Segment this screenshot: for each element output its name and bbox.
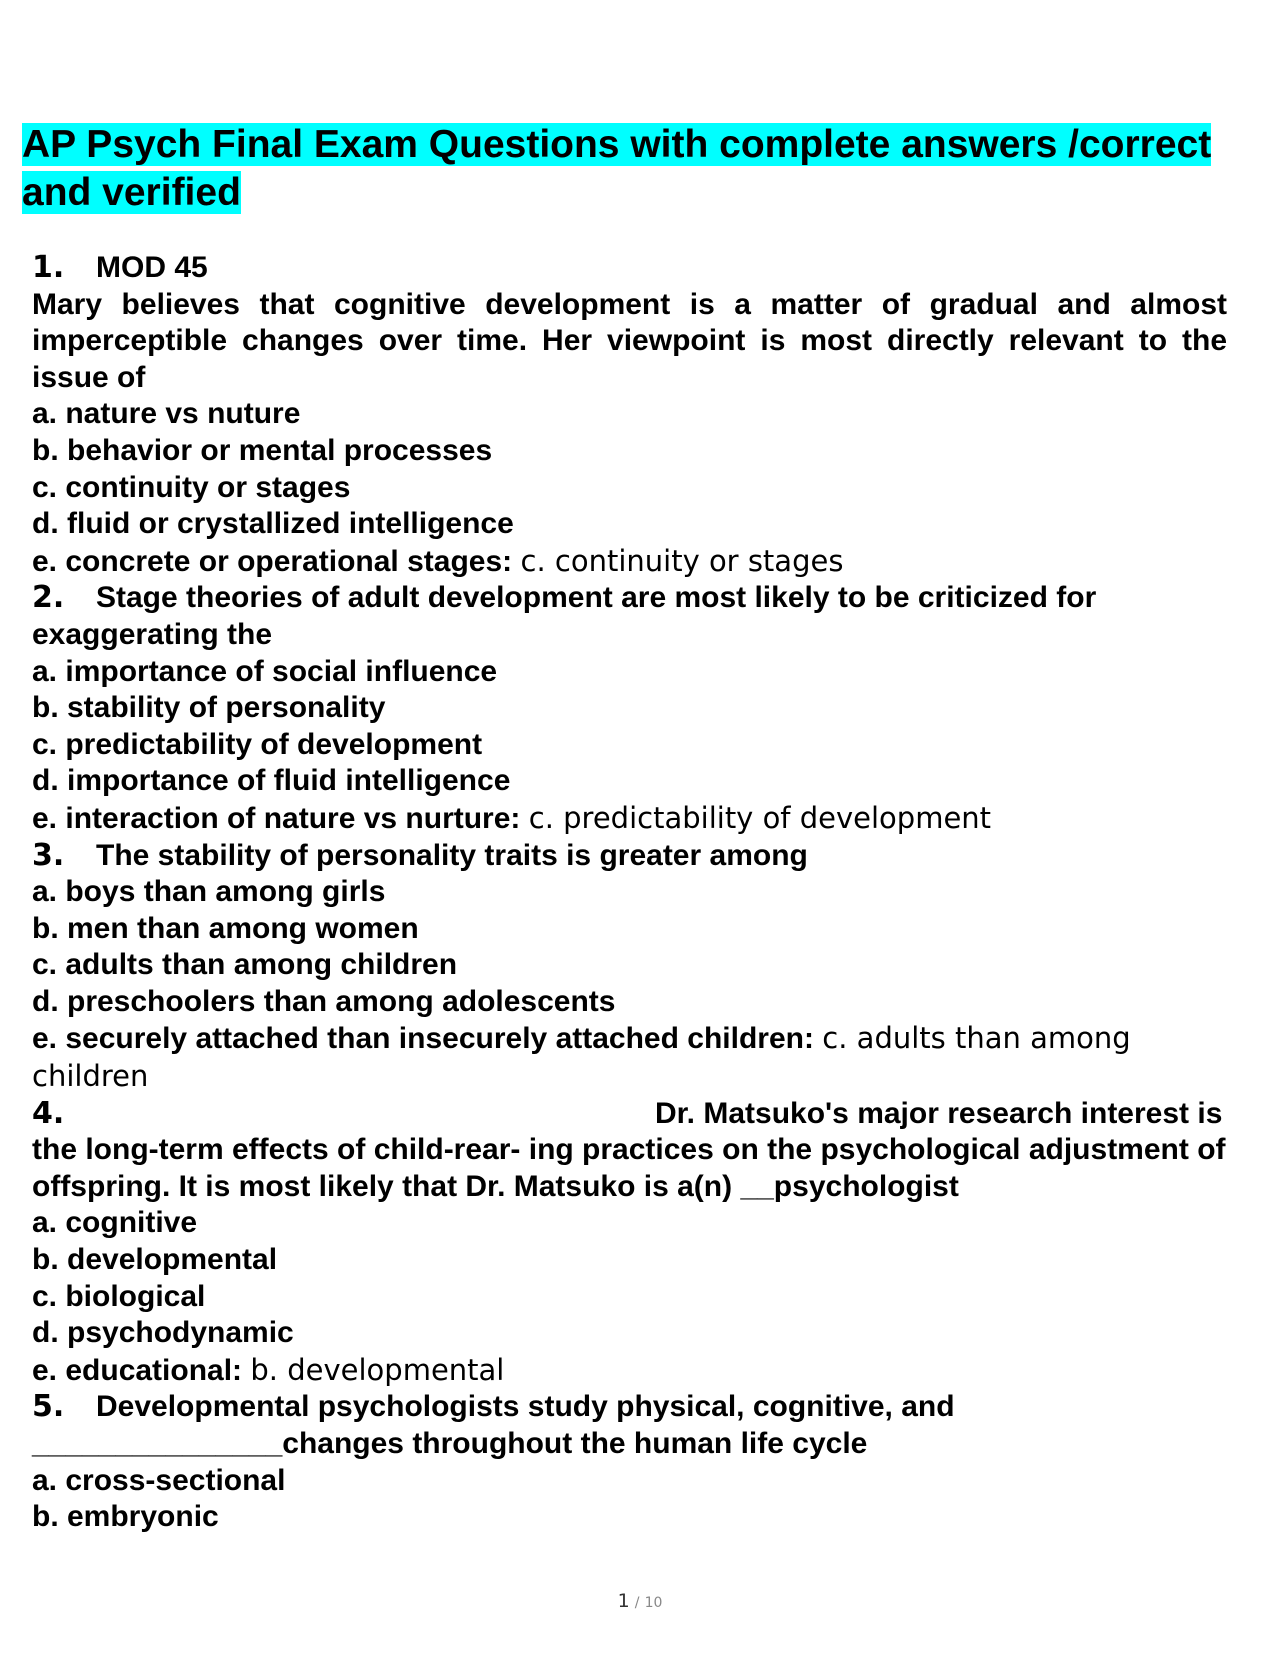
question-prompt: Dr. Matsuko's major research interest is the long-term effects of child-rear- ing practices on the psychological adjustment of offspring. It is most likely that Dr. Matsuko is a(n) __psychologist: [32, 1096, 1226, 1203]
question-5: [32, 1389, 1227, 1535]
option-b: b. behavior or mental processes: [32, 433, 493, 467]
question-number: 1.: [32, 250, 65, 285]
option-b: b. stability of personality: [32, 691, 386, 725]
option-d: d. preschoolers than among adolescents: [32, 984, 616, 1018]
page-number-current: 1: [617, 1590, 630, 1612]
option-a: a. nature vs nuture: [32, 397, 301, 431]
option-e: e. concrete or operational stages:: [32, 544, 513, 578]
option-e: e. interaction of nature vs nurture:: [32, 801, 521, 835]
question-heading: [32, 580, 1227, 653]
option-d: d. importance of fluid intelligence: [32, 764, 511, 798]
question-heading: [32, 1096, 1227, 1206]
question-4: [32, 1096, 1227, 1390]
question-prompt: Stage theories of adult development are most likely to be criticized for exaggerating the: [32, 581, 1097, 651]
option-b: b. men than among women: [32, 911, 419, 945]
option-c: c. adults than among children: [32, 948, 458, 982]
question-text: Mary believes that cognitive development is a matter of gradual and almost imperceptible changes over time. Her viewpoint is most directly relevant to the issue of: [32, 287, 1227, 394]
page-number-total: 10: [644, 1595, 663, 1611]
answer-text: c. predictability of development: [528, 800, 992, 835]
question-number: 2.: [32, 580, 65, 616]
question-number: 4.: [32, 1095, 65, 1131]
option-a: a. cognitive: [32, 1206, 198, 1240]
question-heading: [32, 838, 1227, 875]
question-number: 5.: [32, 1389, 65, 1425]
option-a: a. boys than among girls: [32, 875, 386, 909]
question-3: [32, 838, 1227, 1096]
option-e-with-answer: [32, 800, 1227, 838]
option-e: e. securely attached than insecurely attached children:: [32, 1022, 814, 1056]
question-prompt: MOD 45: [96, 251, 208, 284]
question-1: [32, 250, 1227, 580]
page-title-text: AP Psych Final Exam Questions with complete answers /correct and verified: [22, 123, 1212, 214]
option-c: c. continuity or stages: [32, 470, 351, 504]
option-a: a. importance of social influence: [32, 654, 498, 688]
option-d: d. fluid or crystallized intelligence: [32, 507, 514, 541]
answer-text: c. adults than among children: [32, 1021, 1131, 1094]
option-d: d. psychodynamic: [32, 1316, 294, 1350]
answer-text: c. continuity or stages: [520, 543, 844, 578]
question-heading: [32, 250, 1227, 287]
question-2: [32, 580, 1227, 837]
option-e-with-answer: [32, 1352, 1227, 1390]
option-a: a. cross-sectional: [32, 1463, 286, 1497]
question-number: 3.: [32, 837, 65, 873]
option-b: b. embryonic: [32, 1500, 219, 1534]
option-e-with-answer: [32, 1020, 1227, 1095]
option-e: e. educational:: [32, 1353, 243, 1387]
question-prompt: The stability of personality traits is greater among: [96, 838, 808, 872]
page-number-separator: /: [634, 1595, 640, 1611]
question-prompt: Developmental psychologists study physical, cognitive, and _______________changes throughout the human life cycle: [32, 1390, 955, 1460]
page-number: [0, 1590, 1280, 1612]
question-heading: [32, 1389, 1227, 1462]
question-list: [32, 250, 1227, 1536]
option-e-with-answer: [32, 543, 1227, 581]
option-b: b. developmental: [32, 1243, 278, 1277]
page-title: [22, 121, 1242, 217]
option-c: c. predictability of development: [32, 727, 483, 761]
answer-text: b. developmental: [250, 1352, 505, 1387]
option-c: c. biological: [32, 1279, 206, 1313]
